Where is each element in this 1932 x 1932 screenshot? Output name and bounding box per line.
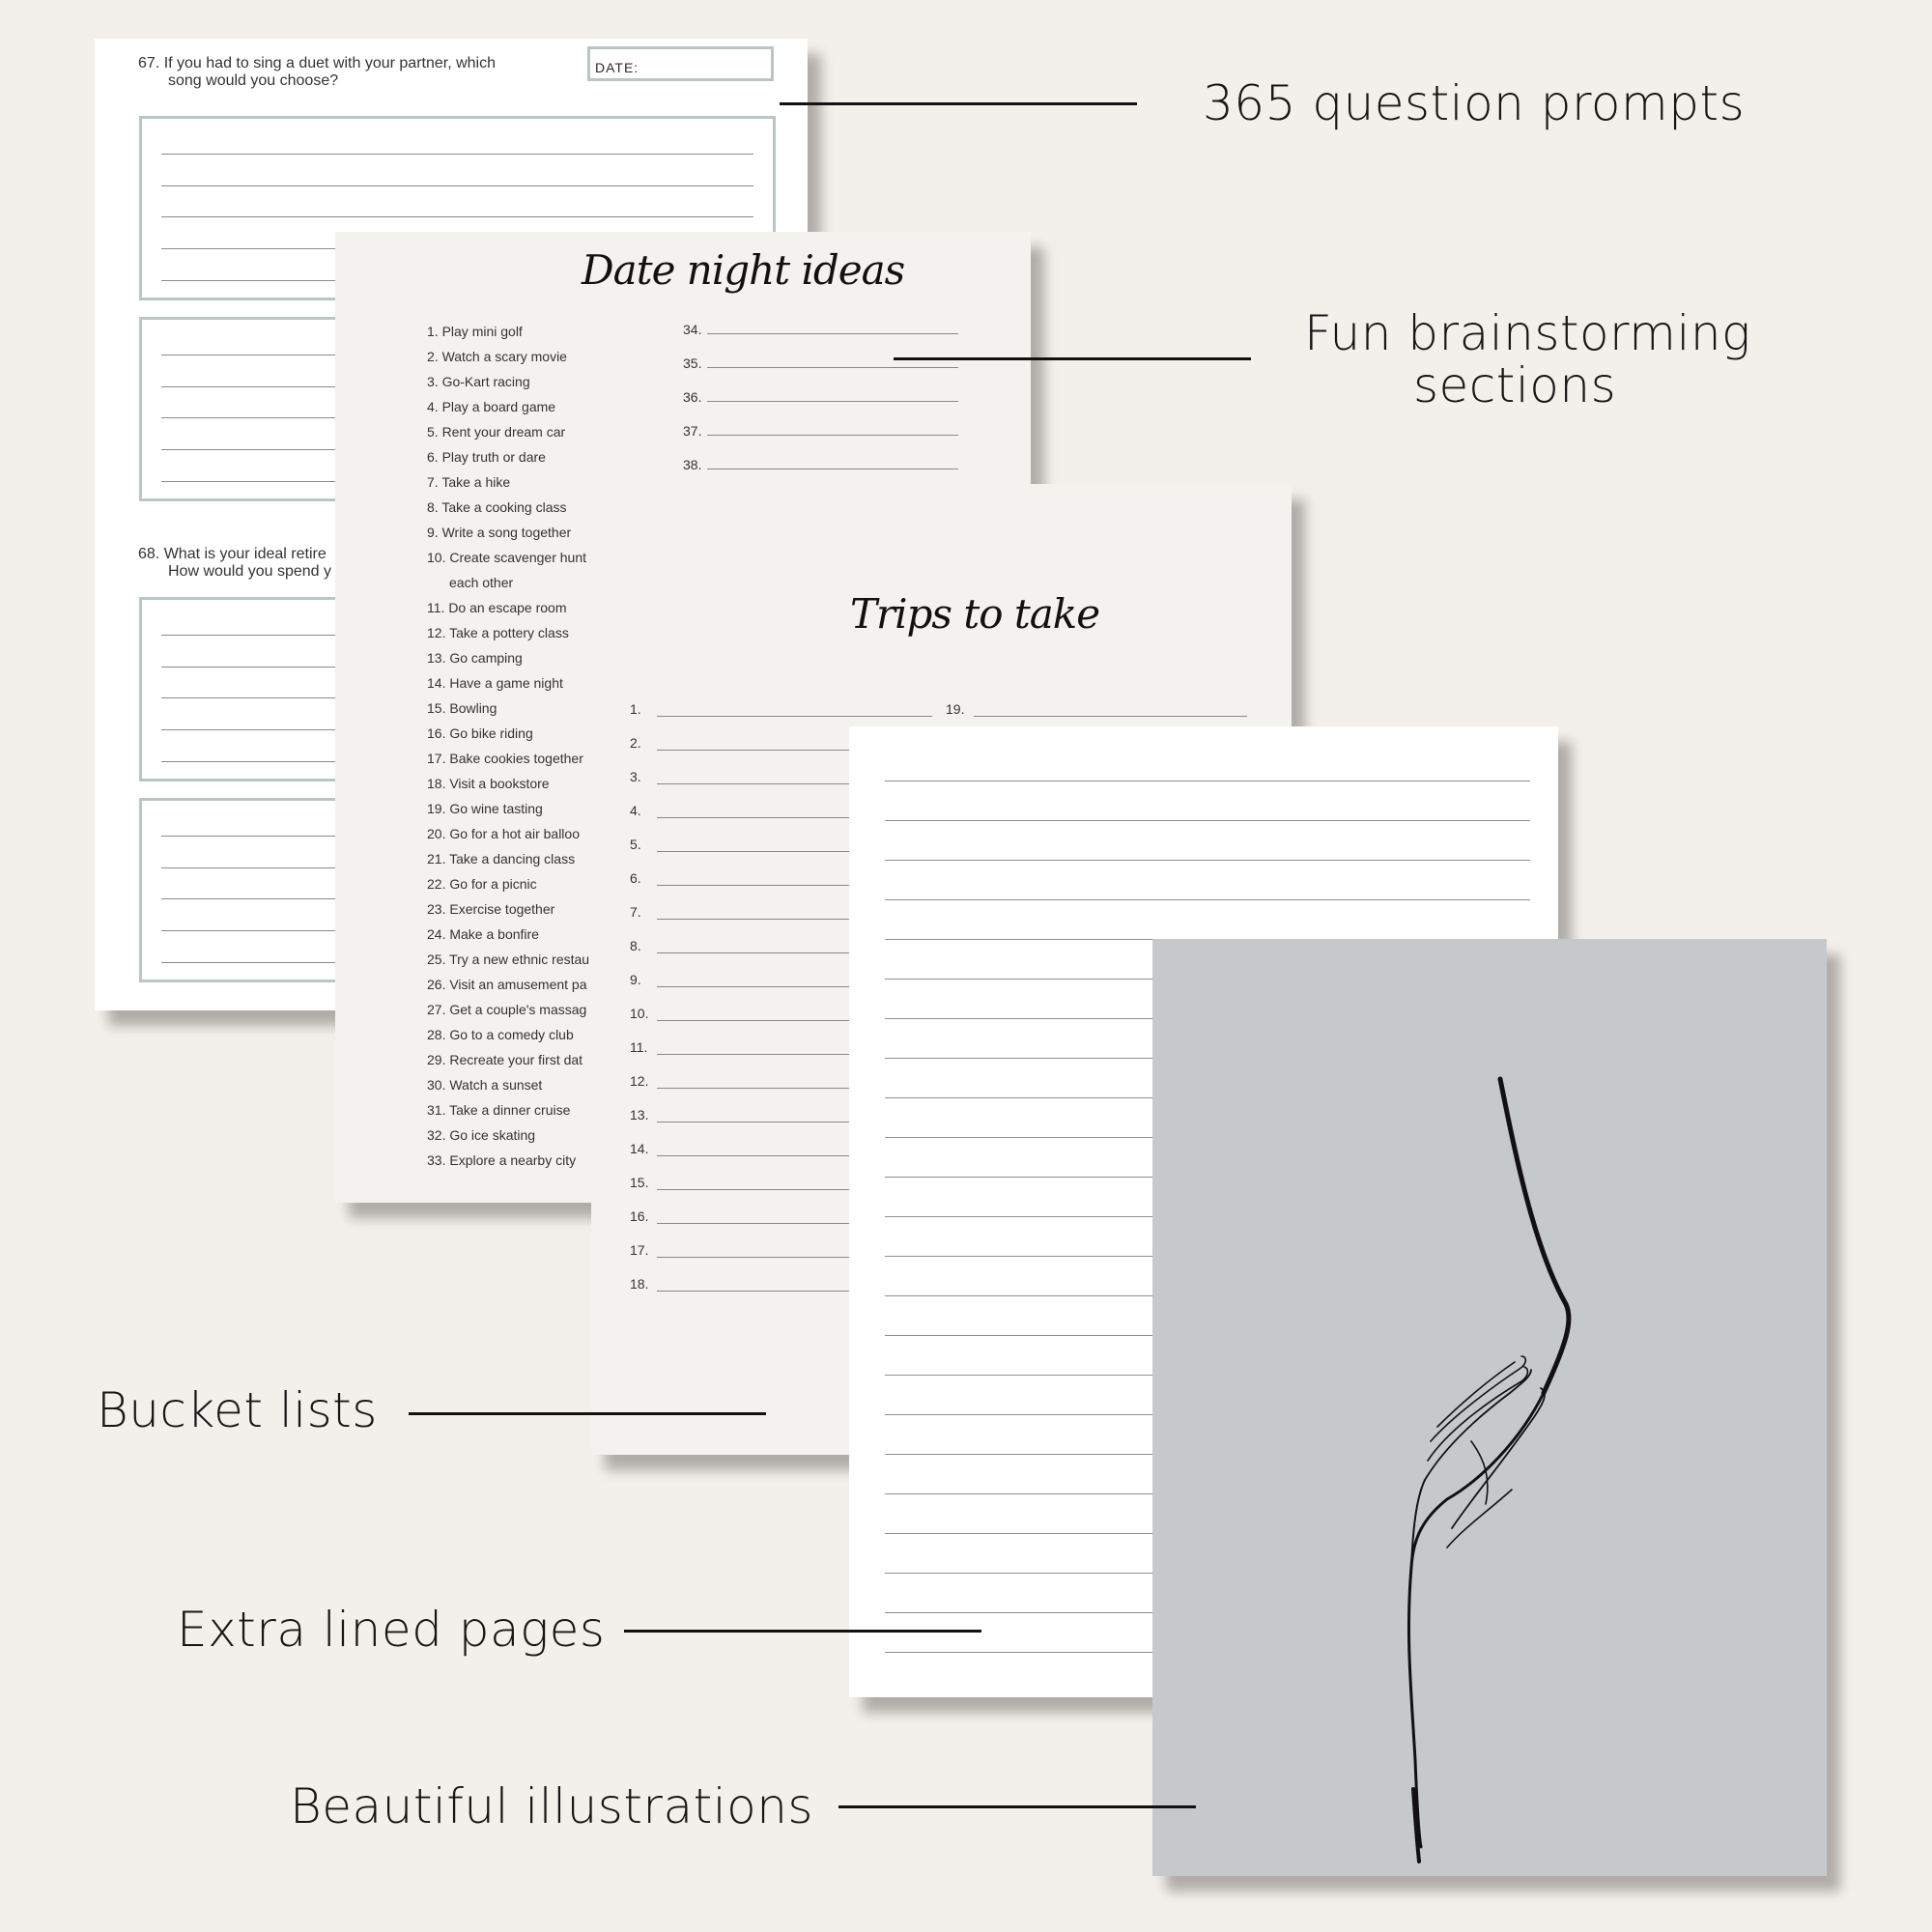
date-idea-item: 5. Rent your dream car [427,424,566,440]
date-idea-item: 10. Create scavenger hunt [427,550,586,565]
lined-page-line [885,820,1530,821]
trip-number: 9. [630,972,641,987]
date-idea-item: 29. Recreate your first dat [427,1052,583,1067]
date-idea-item: 8. Take a cooking class [427,499,567,515]
date-idea-item: 3. Go-Kart racing [427,374,530,389]
trip-number: 18. [630,1276,649,1292]
trip-number: 17. [630,1242,649,1258]
date-idea-item: 33. Explore a nearby city [427,1152,577,1168]
hands-line-art-icon [1152,939,1827,1876]
trip-number: 16. [630,1208,649,1224]
date-night-ideas-title: Date night ideas [582,246,905,294]
date-idea-item: 7. Take a hike [427,474,511,490]
date-idea-item: 1. Play mini golf [427,324,523,339]
callout-line [409,1412,766,1415]
date-idea-line [707,367,958,368]
callout-illustrations: Beautiful illustrations [290,1778,813,1834]
callout-line [624,1630,981,1633]
date-idea-item: 6. Play truth or dare [427,449,546,465]
trip-number: 3. [630,769,641,784]
trip-number: 11. [630,1039,648,1055]
date-idea-item: 25. Try a new ethnic restau [427,952,590,967]
date-idea-item: each other [449,575,514,590]
date-idea-item: 20. Go for a hot air balloo [427,826,580,841]
date-idea-number: 34. [683,322,702,337]
date-idea-item: 13. Go camping [427,650,523,666]
trips-to-take-title: Trips to take [850,590,1100,638]
date-idea-item: 18. Visit a bookstore [427,776,550,791]
callout-question-prompts: 365 question prompts [1203,75,1746,131]
date-idea-line [707,435,958,436]
question-67-line1: 67. If you had to sing a duet with your partner, which [138,55,496,71]
question-68-line1: 68. What is your ideal retire [138,546,327,562]
date-idea-item: 32. Go ice skating [427,1127,536,1143]
date-idea-item: 4. Play a board game [427,399,556,414]
trip-number: 13. [630,1107,649,1122]
trip-number: 12. [630,1073,649,1089]
trip-number: 10. [630,1006,649,1021]
date-idea-item: 16. Go bike riding [427,725,533,741]
lined-page-line [885,860,1530,861]
callout-line [838,1805,1196,1808]
date-idea-item: 30. Watch a sunset [427,1077,543,1093]
date-idea-item: 17. Bake cookies together [427,751,583,766]
date-idea-number: 38. [683,457,702,472]
callout-bucket-lists: Bucket lists [97,1382,378,1438]
date-idea-item: 31. Take a dinner cruise [427,1102,571,1118]
date-idea-item: 14. Have a game night [427,675,563,691]
trip-line [657,716,932,717]
date-field: DATE: [587,46,774,81]
date-idea-line [707,401,958,402]
lined-page-line [885,899,1530,900]
date-idea-item: 23. Exercise together [427,901,555,917]
trip-number: 4. [630,803,641,818]
illustration-page [1152,939,1827,1876]
date-idea-item: 24. Make a bonfire [427,926,539,942]
trip-number: 5. [630,837,641,852]
callout-lined-pages: Extra lined pages [177,1602,606,1658]
callout-line [894,357,1251,360]
trip-number-19: 19. [946,701,965,717]
date-idea-line [707,333,958,334]
trip-number: 6. [630,870,641,886]
trip-line [974,716,1247,717]
date-idea-number: 35. [683,355,702,371]
trip-number: 15. [630,1175,649,1190]
date-idea-item: 15. Bowling [427,700,497,716]
date-idea-item: 12. Take a pottery class [427,625,569,640]
trip-number: 2. [630,735,641,751]
date-idea-item: 27. Get a couple's massag [427,1002,587,1017]
date-idea-number: 36. [683,389,702,405]
date-idea-number: 37. [683,423,702,439]
question-67-line2: song would you choose? [168,72,339,89]
callout-line [780,102,1137,105]
callout-brainstorming-line1: Fun brainstorming [1304,305,1751,361]
date-idea-item: 2. Watch a scary movie [427,349,567,364]
trip-number: 1. [630,701,641,717]
date-idea-item: 26. Visit an amusement pa [427,977,587,992]
trip-number: 14. [630,1141,649,1156]
callout-brainstorming-line2: sections [1413,357,1617,413]
date-idea-item: 22. Go for a picnic [427,876,537,892]
date-idea-item: 21. Take a dancing class [427,851,576,867]
date-idea-item: 19. Go wine tasting [427,801,543,816]
trip-number: 8. [630,938,641,953]
trip-number: 7. [630,904,641,920]
date-idea-item: 11. Do an escape room [427,600,567,615]
date-idea-item: 9. Write a song together [427,525,572,540]
date-idea-item: 28. Go to a comedy club [427,1027,574,1042]
question-68-line2: How would you spend y [168,563,331,580]
